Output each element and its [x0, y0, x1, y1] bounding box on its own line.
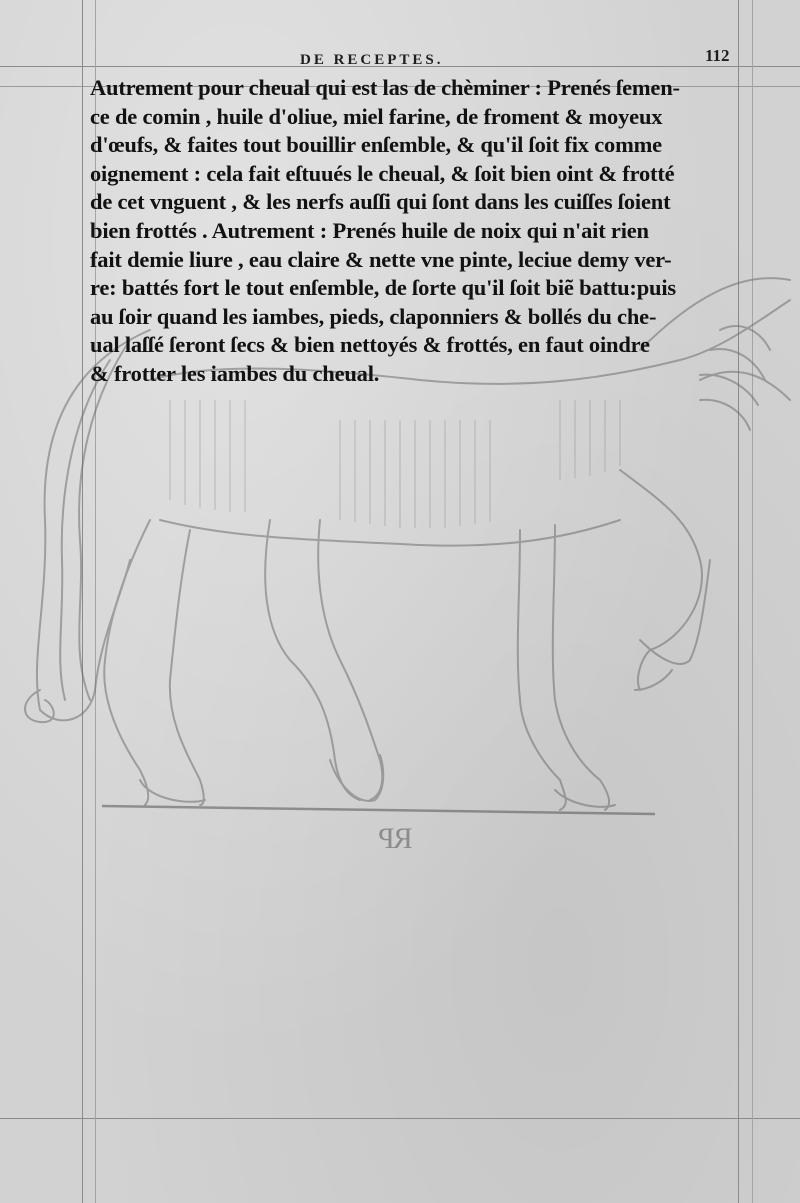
woodcut-monogram: RP [380, 822, 413, 855]
recipe-text-block [90, 74, 742, 389]
running-title: DE RECEPTES. [300, 52, 444, 68]
text-line: ual laſſé ſeront ſecs & bien nettoyés & frottés, en faut oindre [90, 332, 650, 358]
text-line: oignement : cela fait eſtuués le cheual, & ſoit bien oint & frotté [90, 160, 675, 186]
text-line: Autrement pour cheual qui est las de chèminer : Prenés ſemen- [90, 75, 680, 100]
text-line: re: battés fort le tout enſemble, de ſorte qu'il ſoit biẽ battu:puis [90, 275, 676, 301]
text-line: de cet vnguent , & les nerfs auſſi qui ſont dans les cuiſſes ſoient [90, 189, 671, 215]
text-line: au ſoir quand les iambes, pieds, claponniers & bollés du che- [90, 303, 657, 329]
text-line: d'œufs, & faites tout bouillir enſemble, & qu'il ſoit fix comme [90, 132, 662, 158]
text-line: ce de comin , huile d'oliue, miel farine, de froment & moyeux [90, 103, 663, 129]
text-line: & frotter les iambes du cheual. [90, 360, 380, 386]
text-line: fait demie liure , eau claire & nette vne pinte, leciue demy ver- [90, 246, 672, 272]
page-number: 112 [705, 46, 730, 65]
text-line: bien frottés . Autrement : Prenés huile de noix qui n'ait rien [90, 217, 649, 243]
